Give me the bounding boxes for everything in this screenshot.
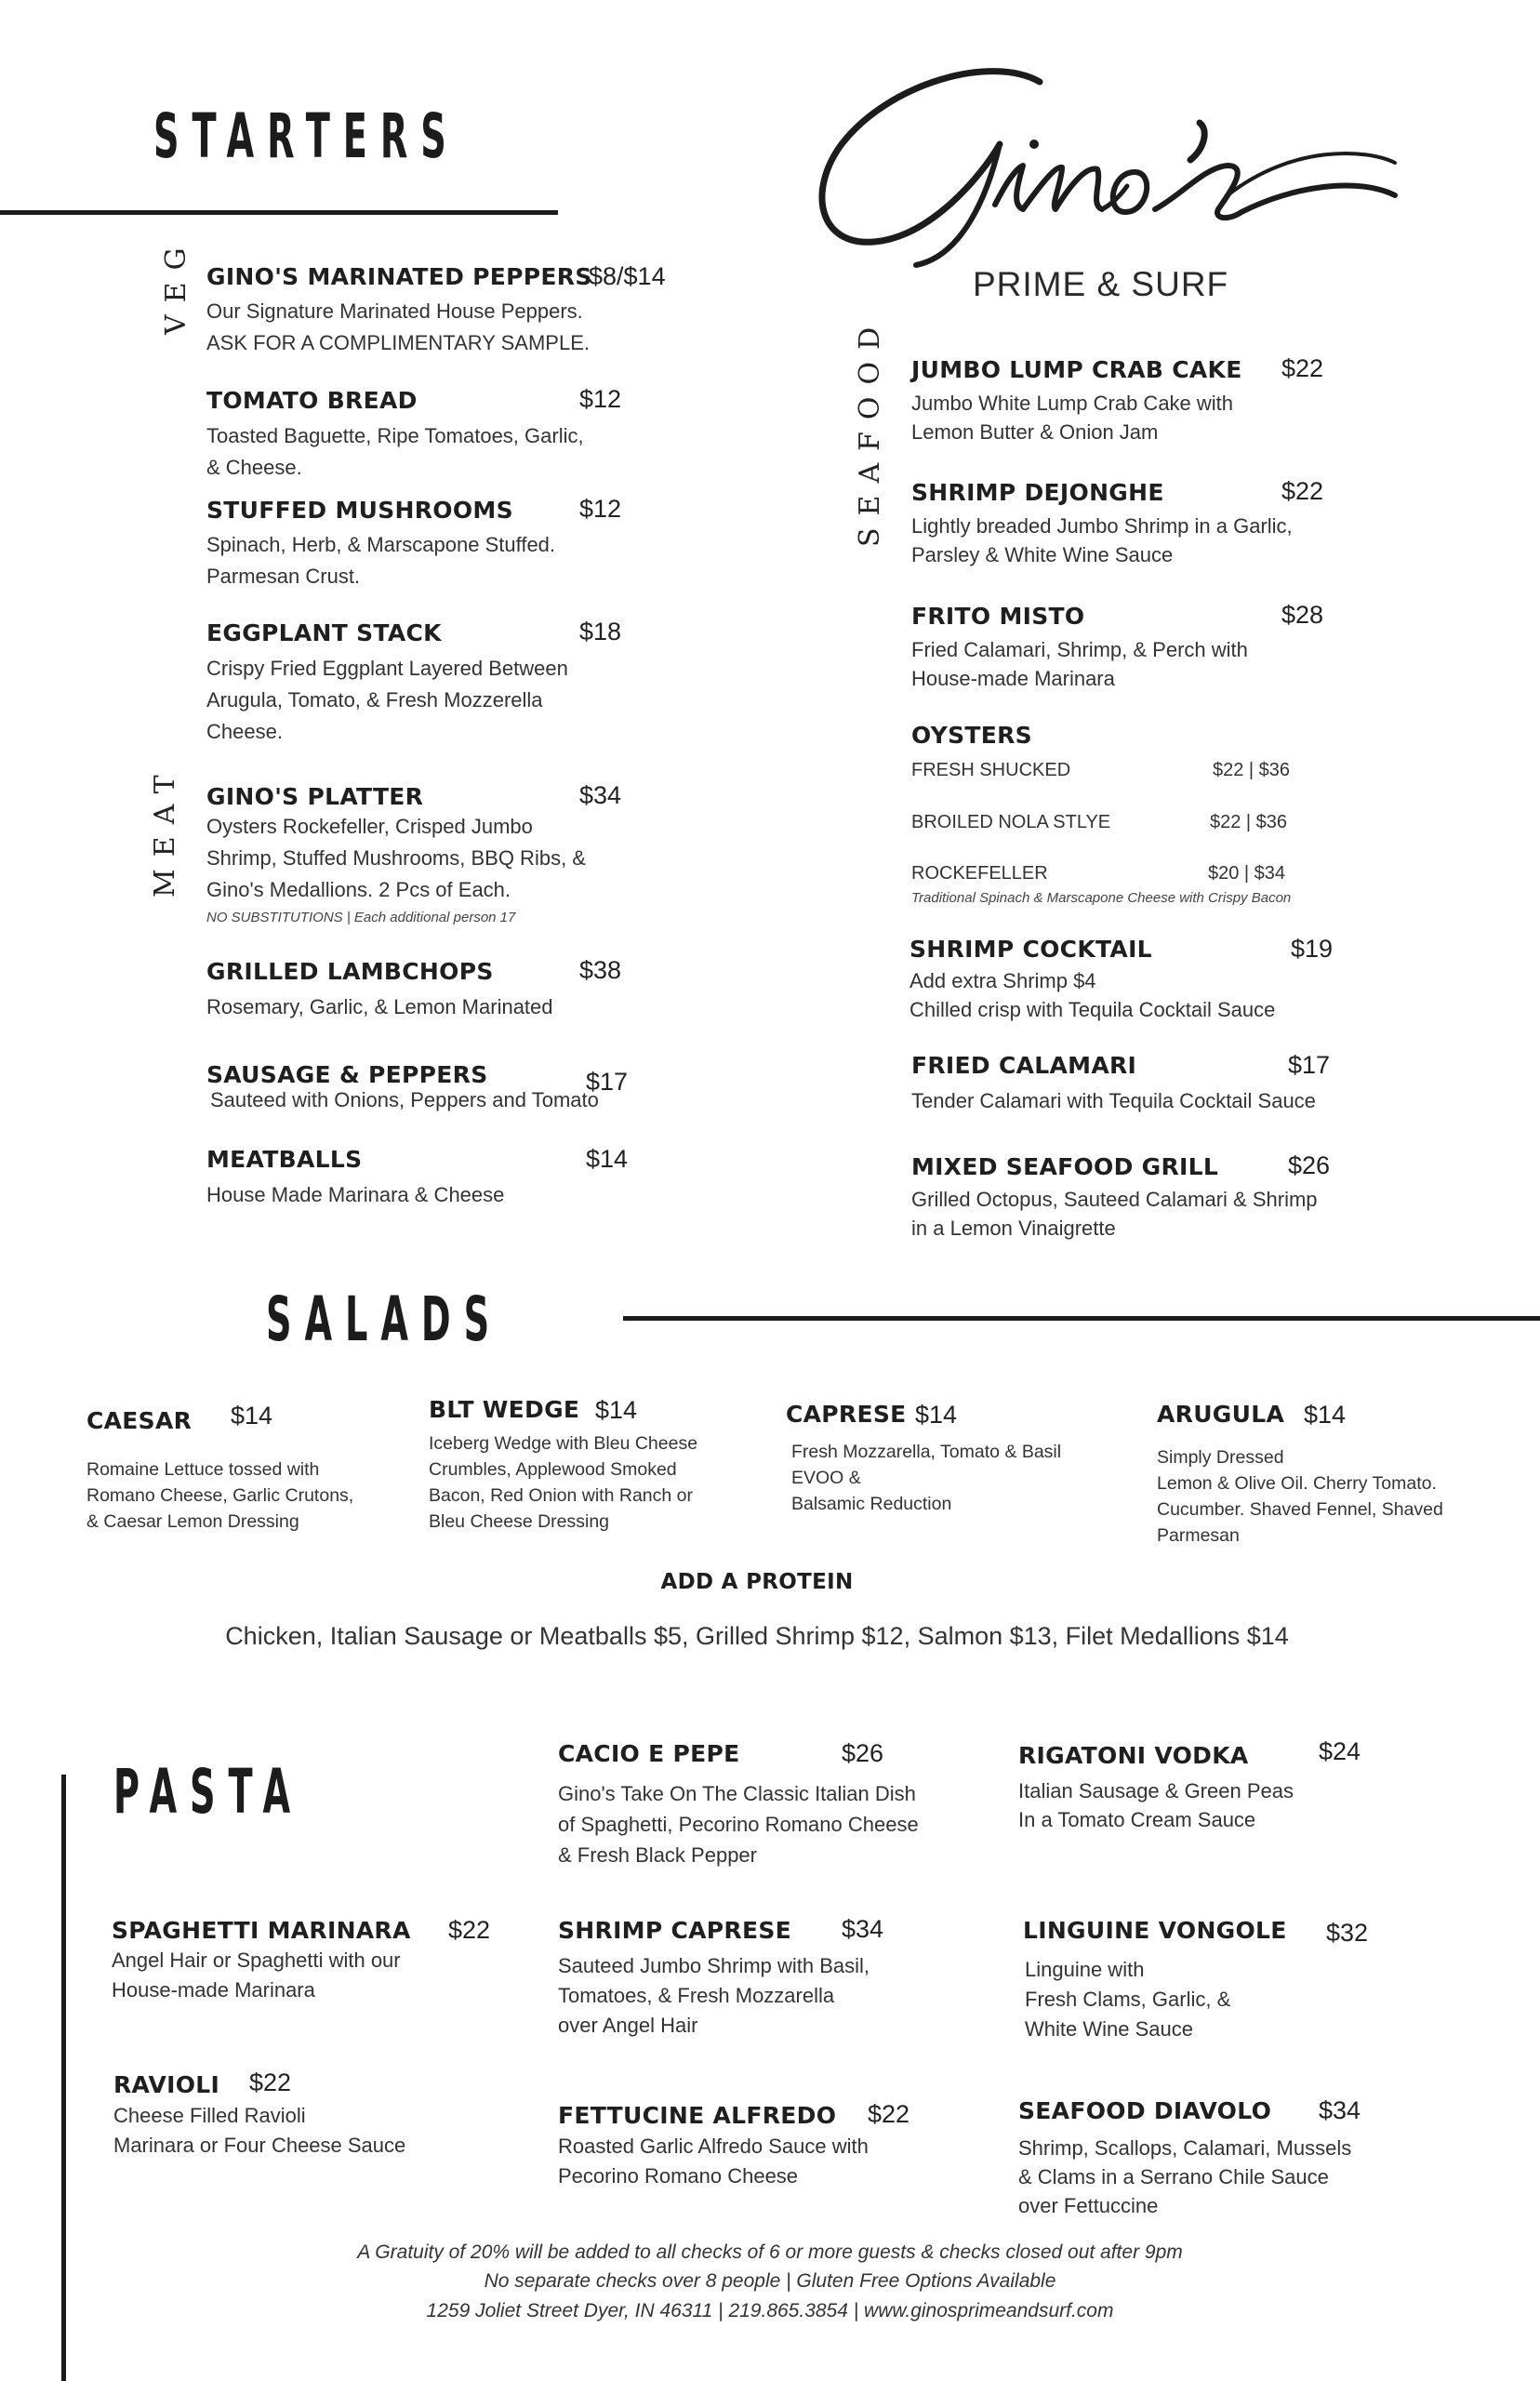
salad-description: Simply Dressed Lemon & Olive Oil. Cherry Tomato. Cucumber. Shaved Fennel, Shaved Parmesan [1157, 1447, 1443, 1546]
salad-description: Iceberg Wedge with Bleu Cheese Crumbles, Applewood Smoked Bacon, Red Onion with Ranch or Bleu Cheese Dressing [429, 1433, 698, 1532]
starter-price: $8/$14 [589, 262, 666, 290]
oyster-price: $22 | $36 [1213, 760, 1291, 780]
starter-price: $18 [579, 618, 622, 645]
pasta-price: $34 [1319, 2096, 1361, 2124]
starter-description: Oysters Rockefeller, Crisped Jumbo Shrimp, Stuffed Mushrooms, BBQ Ribs, & Gino's Medallions. 2 Pcs of Each. [206, 815, 586, 901]
salads-heading: SALADS [266, 1284, 503, 1355]
footer-gratuity: A Gratuity of 20% will be added to all checks of 6 or more guests & checks closed out after 9pm [357, 2241, 1183, 2263]
starter-price: $17 [586, 1068, 629, 1096]
pasta-price: $32 [1326, 1919, 1369, 1947]
seafood-description: Lightly breaded Jumbo Shrimp in a Garlic, Parsley & White Wine Sauce [911, 514, 1293, 566]
pasta-heading: PASTA [113, 1756, 304, 1828]
starter-title: GINO'S MARINATED PEPPERS [206, 263, 592, 290]
starter-description: Spinach, Herb, & Marscapone Stuffed. Parmesan Crust. [206, 533, 556, 588]
salad-price: $14 [915, 1401, 958, 1429]
salad-price: $14 [231, 1402, 273, 1430]
pasta-price: $22 [249, 2068, 292, 2096]
starter-description: Rosemary, Garlic, & Lemon Marinated [206, 995, 553, 1018]
oyster-option: FRESH SHUCKED [911, 760, 1071, 780]
seafood-price: $17 [1288, 1051, 1331, 1079]
starter-title: SAUSAGE & PEPPERS [206, 1061, 488, 1088]
protein-title: ADD A PROTEIN [660, 1570, 854, 1594]
pasta-title: RIGATONI VODKA [1018, 1742, 1249, 1769]
seafood-price: $26 [1288, 1151, 1331, 1179]
side-label-veg: VEG [160, 235, 192, 335]
seafood-description: Grilled Octopus, Sauteed Calamari & Shrimp in a Lemon Vinaigrette [911, 1188, 1318, 1240]
pasta-description: Roasted Garlic Alfredo Sauce with Pecorino Romano Cheese [558, 2135, 869, 2188]
starter-title: GINO'S PLATTER [206, 783, 424, 810]
oyster-price: $20 | $34 [1208, 863, 1286, 884]
pasta-description: Sauteed Jumbo Shrimp with Basil, Tomatoes, & Fresh Mozzarella over Angel Hair [558, 1954, 870, 2037]
salad-price: $14 [595, 1396, 638, 1424]
seafood-title: FRITO MISTO [911, 603, 1085, 630]
starter-description: Toasted Baguette, Ripe Tomatoes, Garlic, & Cheese. [206, 424, 584, 479]
seafood-title: JUMBO LUMP CRAB CAKE [911, 356, 1242, 383]
side-label-meat: MEAT [149, 763, 181, 898]
seafood-price: $19 [1291, 935, 1334, 963]
seafood-price: $22 [1281, 354, 1324, 382]
starter-title: EGGPLANT STACK [206, 619, 442, 646]
starter-price: $38 [579, 956, 622, 984]
salad-title: CAESAR [86, 1407, 192, 1434]
seafood-description: Jumbo White Lump Crab Cake with Lemon Butter & Onion Jam [911, 392, 1234, 444]
starter-title: GRILLED LAMBCHOPS [206, 958, 494, 985]
oyster-option: ROCKEFELLER [911, 863, 1048, 884]
pasta-price: $22 [448, 1916, 491, 1944]
pasta-price: $26 [842, 1739, 884, 1767]
salad-title: ARUGULA [1157, 1401, 1285, 1428]
seafood-title: SHRIMP COCKTAIL [909, 936, 1152, 963]
starter-title: MEATBALLS [206, 1146, 363, 1173]
starter-description: Crispy Fried Eggplant Layered Between Arugula, Tomato, & Fresh Mozzerella Cheese. [206, 657, 568, 743]
starter-price: $34 [579, 781, 622, 809]
pasta-description: Italian Sausage & Green Peas In a Tomato Cream Sauce [1018, 1779, 1294, 1831]
seafood-title: SHRIMP DEJONGHE [911, 479, 1164, 506]
pasta-title: LINGUINE VONGOLE [1023, 1917, 1287, 1944]
seafood-description: Fried Calamari, Shrimp, & Perch with House-made Marinara [911, 638, 1248, 690]
footer-checks: No separate checks over 8 people | Gluten Free Options Available [484, 2270, 1056, 2292]
starter-title: TOMATO BREAD [206, 387, 418, 414]
oyster-price: $22 | $36 [1210, 812, 1288, 832]
pasta-description: Angel Hair or Spaghetti with our House-made Marinara [112, 1949, 401, 2002]
pasta-description: Gino's Take On The Classic Italian Dish of Spaghetti, Pecorino Romano Cheese & Fresh Black Pepper [558, 1782, 919, 1867]
pasta-description: Shrimp, Scallops, Calamari, Mussels & Clams in a Serrano Chile Sauce over Fettuccine [1018, 2136, 1352, 2217]
starter-description: Sauteed with Onions, Peppers and Tomato [210, 1088, 599, 1111]
oyster-note: Traditional Spinach & Marscapone Cheese with Crispy Bacon [911, 890, 1292, 906]
starters-heading: STARTERS [153, 100, 459, 172]
pasta-title: SPAGHETTI MARINARA [112, 1917, 411, 1944]
pasta-description: Cheese Filled Ravioli Marinara or Four Cheese Sauce [113, 2104, 406, 2157]
logo [790, 56, 1404, 326]
oyster-option: BROILED NOLA STLYE [911, 812, 1111, 832]
salad-description: Romaine Lettuce tossed with Romano Cheese, Garlic Crutons, & Caesar Lemon Dressing [86, 1459, 354, 1532]
salad-description: Fresh Mozzarella, Tomato & Basil EVOO & Balsamic Reduction [791, 1442, 1062, 1514]
salad-title: BLT WEDGE [429, 1396, 580, 1423]
logo-script [790, 56, 1404, 270]
pasta-title: FETTUCINE ALFREDO [558, 2102, 837, 2129]
seafood-description: Tender Calamari with Tequila Cocktail Sauce [911, 1089, 1316, 1112]
seafood-title: MIXED SEAFOOD GRILL [911, 1153, 1219, 1180]
salad-title: CAPRESE [786, 1401, 907, 1428]
salad-price: $14 [1304, 1401, 1347, 1429]
pasta-price: $22 [868, 2100, 910, 2128]
seafood-title: OYSTERS [911, 722, 1032, 749]
pasta-title: SEAFOOD DIAVOLO [1018, 2097, 1272, 2124]
footer-contact: 1259 Joliet Street Dyer, IN 46311 | 219.865.3854 | www.ginosprimeandsurf.com [426, 2300, 1114, 2321]
seafood-price: $22 [1281, 477, 1324, 505]
salads-rule [623, 1316, 1540, 1321]
pasta-title: RAVIOLI [113, 2071, 220, 2098]
logo-subtitle: PRIME & SURF [973, 265, 1229, 303]
pasta-price: $34 [842, 1915, 884, 1943]
pasta-description: Linguine with Fresh Clams, Garlic, & White Wine Sauce [1025, 1958, 1231, 2041]
seafood-price: $28 [1281, 601, 1324, 629]
seafood-description: Add extra Shrimp $4 Chilled crisp with Tequila Cocktail Sauce [909, 969, 1276, 1021]
starter-price: $12 [579, 495, 622, 523]
starter-description: Our Signature Marinated House Peppers. ASK FOR A COMPLIMENTARY SAMPLE. [206, 299, 591, 354]
side-label-seafood: SEAFOOD [854, 314, 886, 547]
pasta-title: SHRIMP CAPRESE [558, 1917, 792, 1944]
starter-price: $14 [586, 1145, 629, 1173]
starter-price: $12 [579, 385, 622, 413]
pasta-title: CACIO E PEPE [558, 1740, 740, 1767]
starters-rule [0, 210, 558, 215]
protein-options: Chicken, Italian Sausage or Meatballs $5, Grilled Shrimp $12, Salmon $13, Filet Medallions $14 [225, 1622, 1289, 1650]
pasta-price: $24 [1319, 1737, 1361, 1765]
seafood-title: FRIED CALAMARI [911, 1052, 1137, 1079]
starter-description: House Made Marinara & Cheese [206, 1183, 505, 1206]
starter-note: NO SUBSTITUTIONS | Each additional person 17 [206, 910, 516, 925]
starter-title: STUFFED MUSHROOMS [206, 497, 513, 524]
